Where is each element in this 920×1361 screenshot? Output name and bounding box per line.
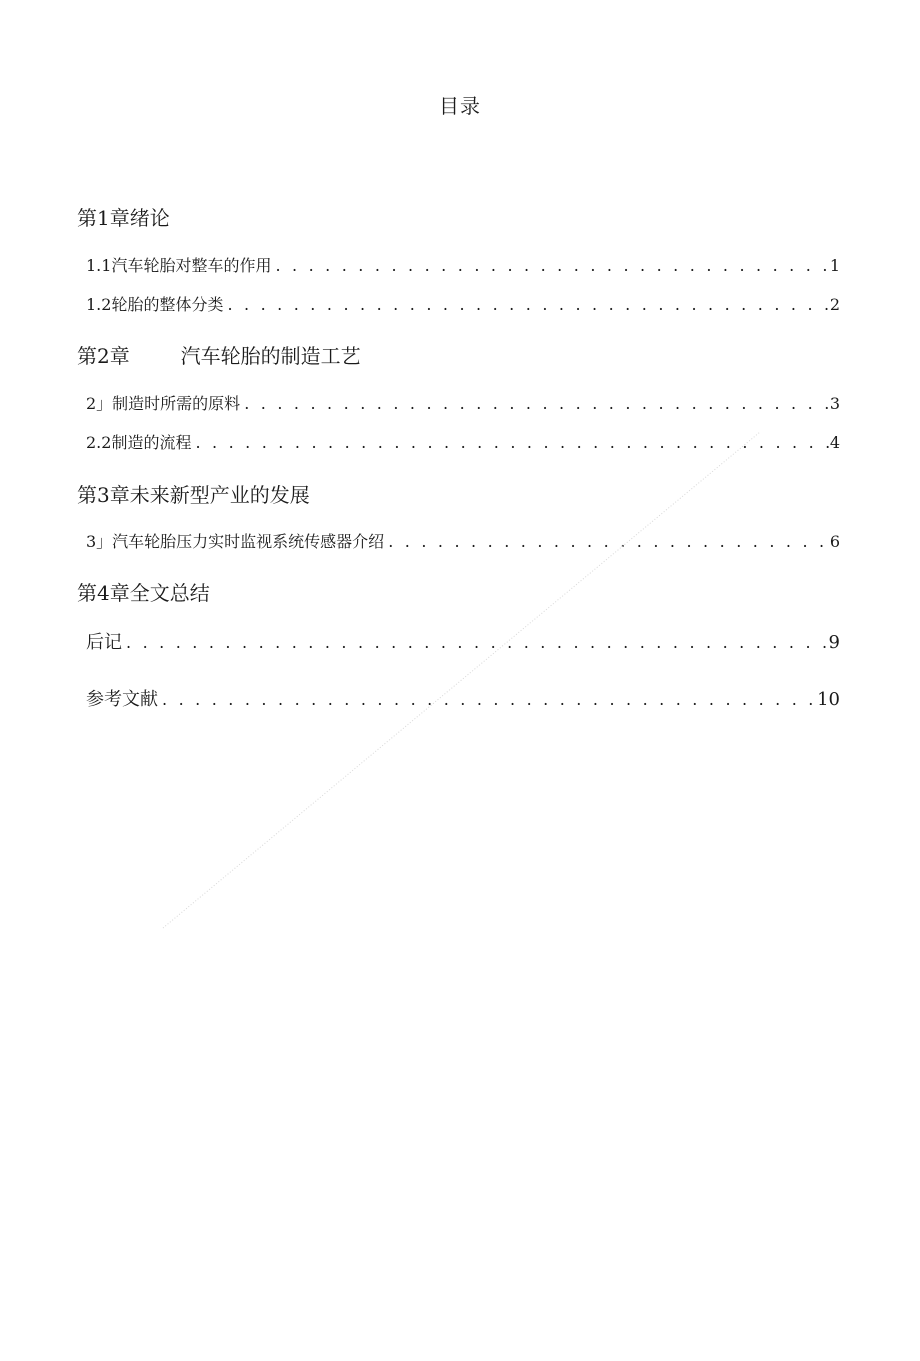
chapter-3-heading: 第3章未来新型产业的发展 [77, 483, 310, 507]
chapter-4-heading: 第4章全文总结 [77, 581, 210, 605]
toc-entry-label: 3」汽车轮胎压力实时监视系统传感器介绍 [86, 532, 385, 551]
toc-entry-label: 1.2轮胎的整体分类 [86, 295, 224, 314]
toc-page-number: 6 [829, 532, 840, 551]
toc-page-number: 9 [828, 632, 840, 653]
toc-entry-label: 2.2制造的流程 [86, 433, 192, 452]
chapter-2-heading: 第2章 汽车轮胎的制造工艺 [77, 344, 361, 368]
toc-page-number: 3 [829, 394, 840, 413]
toc-entry-label: 1.1汽车轮胎对整车的作用 [86, 256, 272, 275]
toc-page-number: 4 [829, 433, 840, 452]
toc-title: 目录 [439, 94, 481, 118]
toc-page-number: 1 [829, 256, 840, 275]
toc-page-number: 10 [817, 689, 840, 710]
toc-entry-label: 参考文献 [86, 689, 158, 710]
toc-page-number: 2 [829, 295, 840, 314]
toc-entry-label: 后记 [86, 632, 122, 653]
diagonal-line [163, 432, 760, 928]
chapter-1-heading: 第1章绪论 [77, 206, 170, 230]
toc-entry-label: 2」制造时所需的原料 [86, 394, 241, 413]
